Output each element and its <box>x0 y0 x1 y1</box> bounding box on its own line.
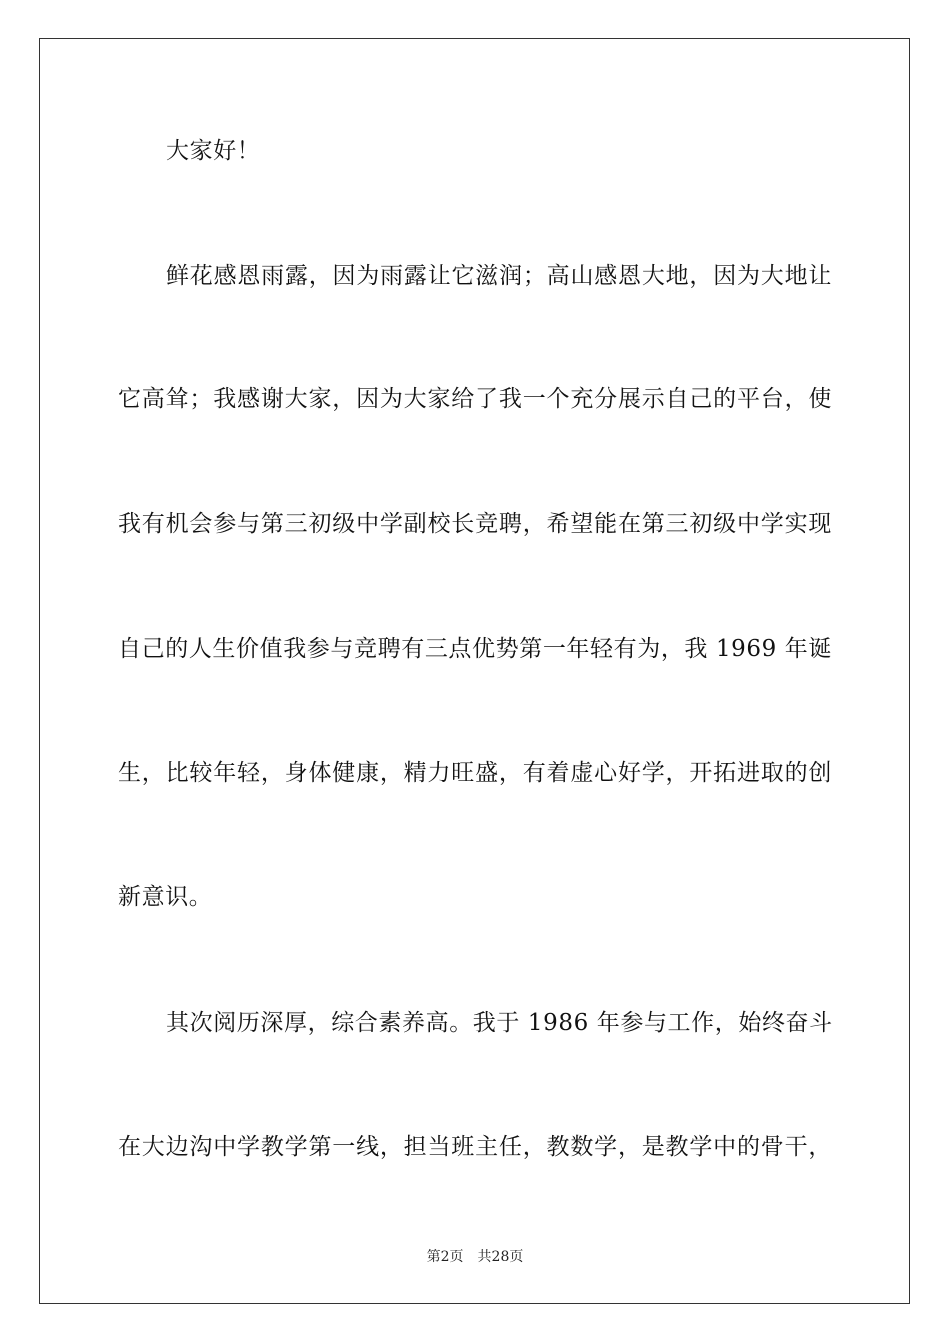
current-page-label: 第2页 <box>426 1249 464 1265</box>
page-footer <box>0 1248 950 1266</box>
text-line: 我有机会参与第三初级中学副校长竞聘，希望能在第三初级中学实现 <box>118 511 832 537</box>
text-line: 其次阅历深厚，综合素养高。我于 1986 年参与工作，始终奋斗 <box>166 1010 833 1036</box>
page-frame <box>39 38 910 1304</box>
text-line: 在大边沟中学教学第一线，担当班主任，教数学，是教学中的骨干， <box>118 1134 832 1160</box>
text-line: 大家好！ <box>166 138 261 164</box>
text-line: 自己的人生价值我参与竞聘有三点优势第一年轻有为，我 1969 年诞 <box>118 636 832 662</box>
total-pages-label: 共28页 <box>477 1249 524 1265</box>
text-line: 鲜花感恩雨露，因为雨露让它滋润；高山感恩大地，因为大地让 <box>166 263 832 289</box>
text-line: 它高耸；我感谢大家，因为大家给了我一个充分展示自己的平台，使 <box>118 386 832 412</box>
text-line: 新意识。 <box>118 884 213 910</box>
text-line: 生，比较年轻，身体健康，精力旺盛，有着虚心好学，开拓进取的创 <box>118 760 832 786</box>
